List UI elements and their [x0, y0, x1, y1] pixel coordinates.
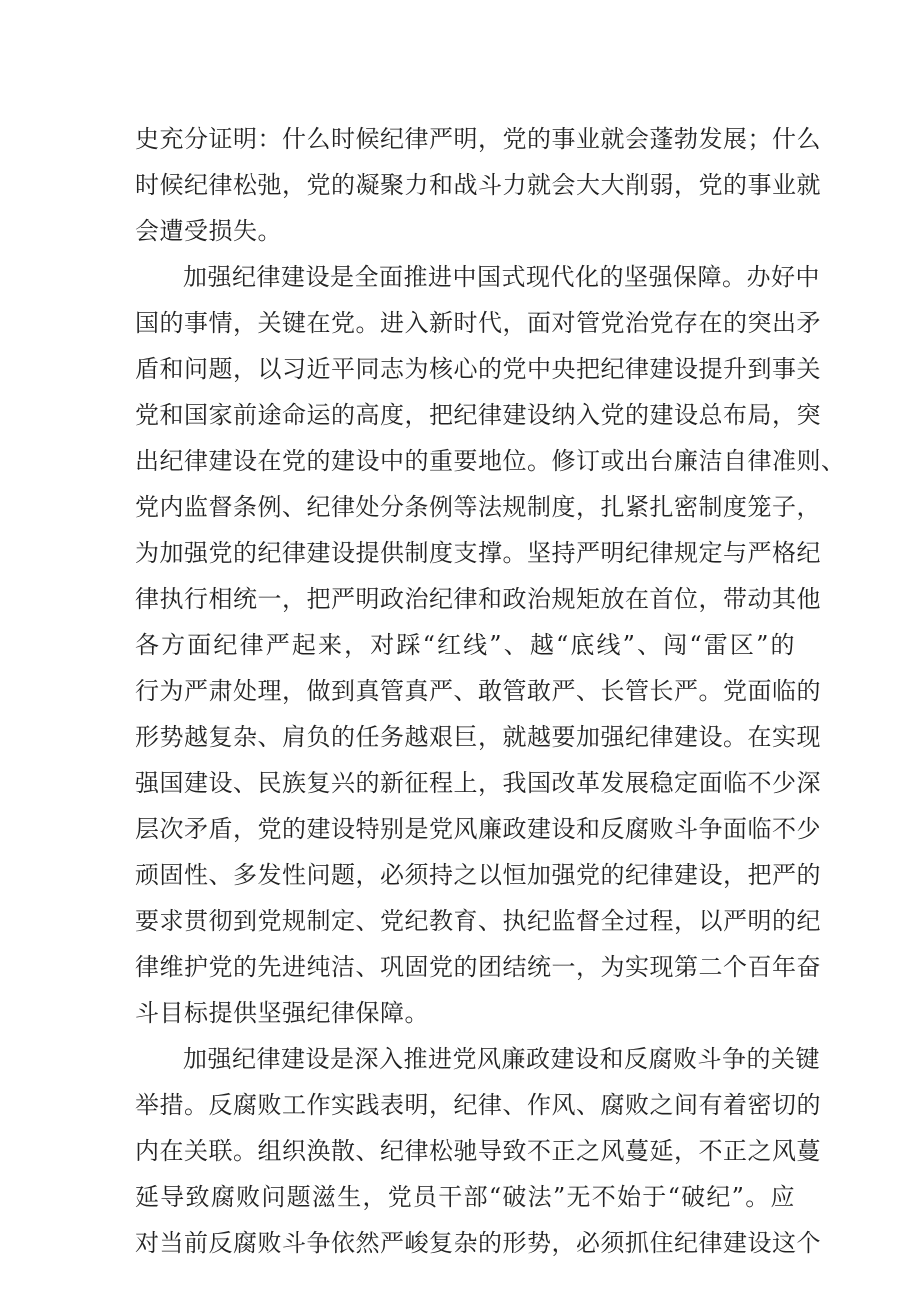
paragraph-1 — [135, 116, 821, 254]
text-line: 律维护党的先进纯洁、巩固党的团结统一，为实现第二个百年奋 — [135, 953, 821, 981]
text-line: 顽固性、多发性问题，必须持之以恒加强党的纪律建设，把严的 — [135, 861, 821, 889]
text-line: 内在关联。组织涣散、纪律松驰导致不正之风蔓延，不正之风蔓 — [135, 1137, 821, 1165]
text-line: 层次矛盾，党的建设特别是党风廉政建设和反腐败斗争面临不少 — [135, 815, 821, 843]
text-line: 加强纪律建设是深入推进党风廉政建设和反腐败斗争的关键 — [183, 1045, 820, 1073]
text-line: 举措。反腐败工作实践表明，纪律、作风、腐败之间有着密切的 — [135, 1091, 821, 1119]
text-line: 盾和问题，以习近平同志为核心的党中央把纪律建设提升到事关 — [135, 355, 821, 383]
text-line: 会遭受损失。 — [135, 217, 282, 245]
text-line: 延导致腐败问题滋生，党员干部“破法”无不始于“破纪”。应 — [135, 1183, 795, 1211]
text-line: 对当前反腐败斗争依然严峻复杂的形势，必须抓住纪律建设这个 — [135, 1229, 821, 1257]
paragraph-2 — [135, 254, 846, 1036]
text-line: 党内监督条例、纪律处分条例等法规制度，扎紧扎密制度笼子， — [135, 493, 821, 521]
text-line: 党和国家前途命运的高度，把纪律建设纳入党的建设总布局，突 — [135, 401, 821, 429]
text-line: 国的事情，关键在党。进入新时代，面对管党治党存在的突出矛 — [135, 309, 821, 337]
text-line: 要求贯彻到党规制定、党纪教育、执纪监督全过程，以严明的纪 — [135, 907, 821, 935]
text-line: 强国建设、民族复兴的新征程上，我国改革发展稳定面临不少深 — [135, 769, 821, 797]
text-line: 为加强党的纪律建设提供制度支撑。坚持严明纪律规定与严格纪 — [135, 539, 821, 567]
text-line: 加强纪律建设是全面推进中国式现代化的坚强保障。办好中 — [183, 263, 820, 291]
text-line: 史充分证明：什么时候纪律严明，党的事业就会蓬勃发展；什么 — [135, 125, 821, 153]
text-line: 各方面纪律严起来，对踩“红线”、越“底线”、闯“雷区”的 — [135, 631, 795, 659]
text-line: 时候纪律松弛，党的凝聚力和战斗力就会大大削弱，党的事业就 — [135, 171, 821, 199]
text-line: 斗目标提供坚强纪律保障。 — [135, 999, 429, 1027]
document-body — [135, 116, 846, 1266]
text-line: 行为严肃处理，做到真管真严、敢管敢严、长管长严。党面临的 — [135, 677, 821, 705]
text-line: 律执行相统一，把严明政治纪律和政治规矩放在首位，带动其他 — [135, 585, 821, 613]
paragraph-3 — [135, 1036, 821, 1266]
text-line: 出纪律建设在党的建设中的重要地位。修订或出台廉洁自律准则、 — [135, 447, 846, 475]
text-line: 形势越复杂、肩负的任务越艰巨，就越要加强纪律建设。在实现 — [135, 723, 821, 751]
